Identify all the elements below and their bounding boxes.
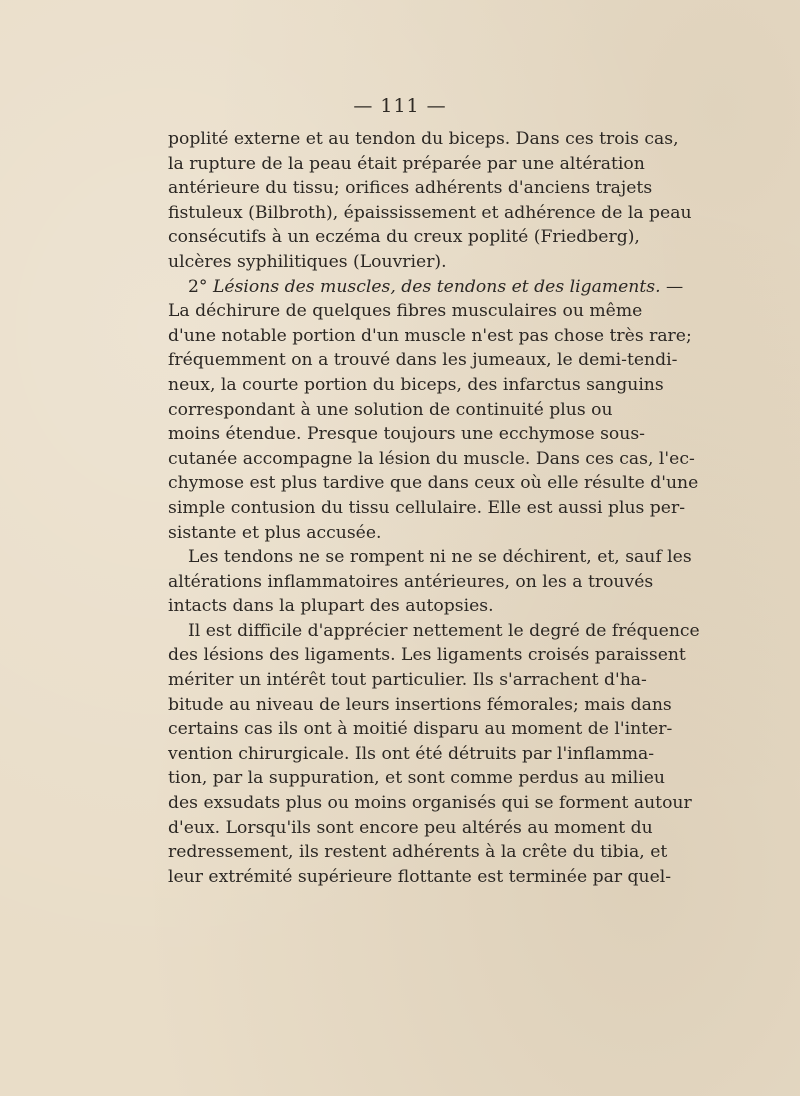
text-line: d'une notable portion d'un muscle n'est pas chose très rare; bbox=[168, 325, 692, 346]
text-line: certains cas ils ont à moitié disparu au moment de l'inter- bbox=[168, 719, 673, 740]
text-line: leur extrémité supérieure flottante est terminée par quel- bbox=[168, 866, 672, 887]
page-number: — 111 — bbox=[353, 95, 447, 117]
text-line: poplité externe et au tendon du biceps. Dans ces trois cas, bbox=[168, 129, 679, 149]
section-heading: Lésions des muscles, des tendons et des ligaments. bbox=[213, 276, 661, 297]
text-line: correspondant à une solution de continuité plus ou bbox=[168, 399, 613, 420]
text-line: chymose est plus tardive que dans ceux où elle résulte d'une bbox=[168, 473, 699, 494]
text-line: d'eux. Lorsqu'ils sont encore peu altérés au moment du bbox=[168, 817, 653, 838]
text-line: des lésions des ligaments. Les ligaments croisés paraissent bbox=[168, 645, 686, 666]
text-line: sistante et plus accusée. bbox=[168, 522, 382, 543]
text-line: vention chirurgicale. Ils ont été détruits par l'inflamma- bbox=[168, 743, 655, 764]
text-line: antérieure du tissu; orifices adhérents d'anciens trajets bbox=[168, 178, 653, 199]
text-line: moins étendue. Presque toujours une ecchymose sous- bbox=[168, 424, 645, 445]
text-line: redressement, ils restent adhérents à la crête du tibia, et bbox=[168, 842, 668, 863]
text-line: simple contusion du tissu cellulaire. Elle est aussi plus per- bbox=[168, 497, 686, 518]
text-line: mériter un intérêt tout particulier. Ils s'arrachent d'ha- bbox=[168, 670, 647, 691]
text-line: Les tendons ne se rompent ni ne se déchirent, et, sauf les bbox=[188, 547, 692, 568]
text-line: la rupture de la peau était préparée par une altération bbox=[168, 153, 645, 174]
section-number: 2° bbox=[188, 276, 213, 297]
text-line: ulcères syphilitiques (Louvrier). bbox=[168, 251, 447, 272]
body-text bbox=[168, 127, 700, 889]
text-line: bitude au niveau de leurs insertions fémorales; mais dans bbox=[168, 694, 672, 715]
heading-dash: — bbox=[660, 276, 684, 297]
text-line: tion, par la suppuration, et sont comme perdus au milieu bbox=[168, 768, 665, 789]
text-line: La déchirure de quelques fibres musculaires ou même bbox=[168, 301, 643, 322]
text-line: des exsudats plus ou moins organisés qui se forment autour bbox=[168, 793, 692, 814]
text-line: intacts dans la plupart des autopsies. bbox=[168, 596, 494, 617]
text-line: consécutifs à un eczéma du creux poplité (Friedberg), bbox=[168, 227, 640, 248]
text-line: altérations inflammatoires antérieures, on les a trouvés bbox=[168, 571, 654, 592]
text-line: Il est difficile d'apprécier nettement le degré de fréquence bbox=[188, 620, 700, 641]
text-line: fistuleux (Bilbroth), épaississement et adhérence de la peau bbox=[168, 202, 692, 223]
text-line bbox=[168, 275, 684, 300]
text-line: fréquemment on a trouvé dans les jumeaux, le demi-tendi- bbox=[168, 350, 678, 371]
text-line: cutanée accompagne la lésion du muscle. Dans ces cas, l'ec- bbox=[168, 448, 695, 469]
text-line: neux, la courte portion du biceps, des infarctus sanguins bbox=[168, 374, 664, 395]
